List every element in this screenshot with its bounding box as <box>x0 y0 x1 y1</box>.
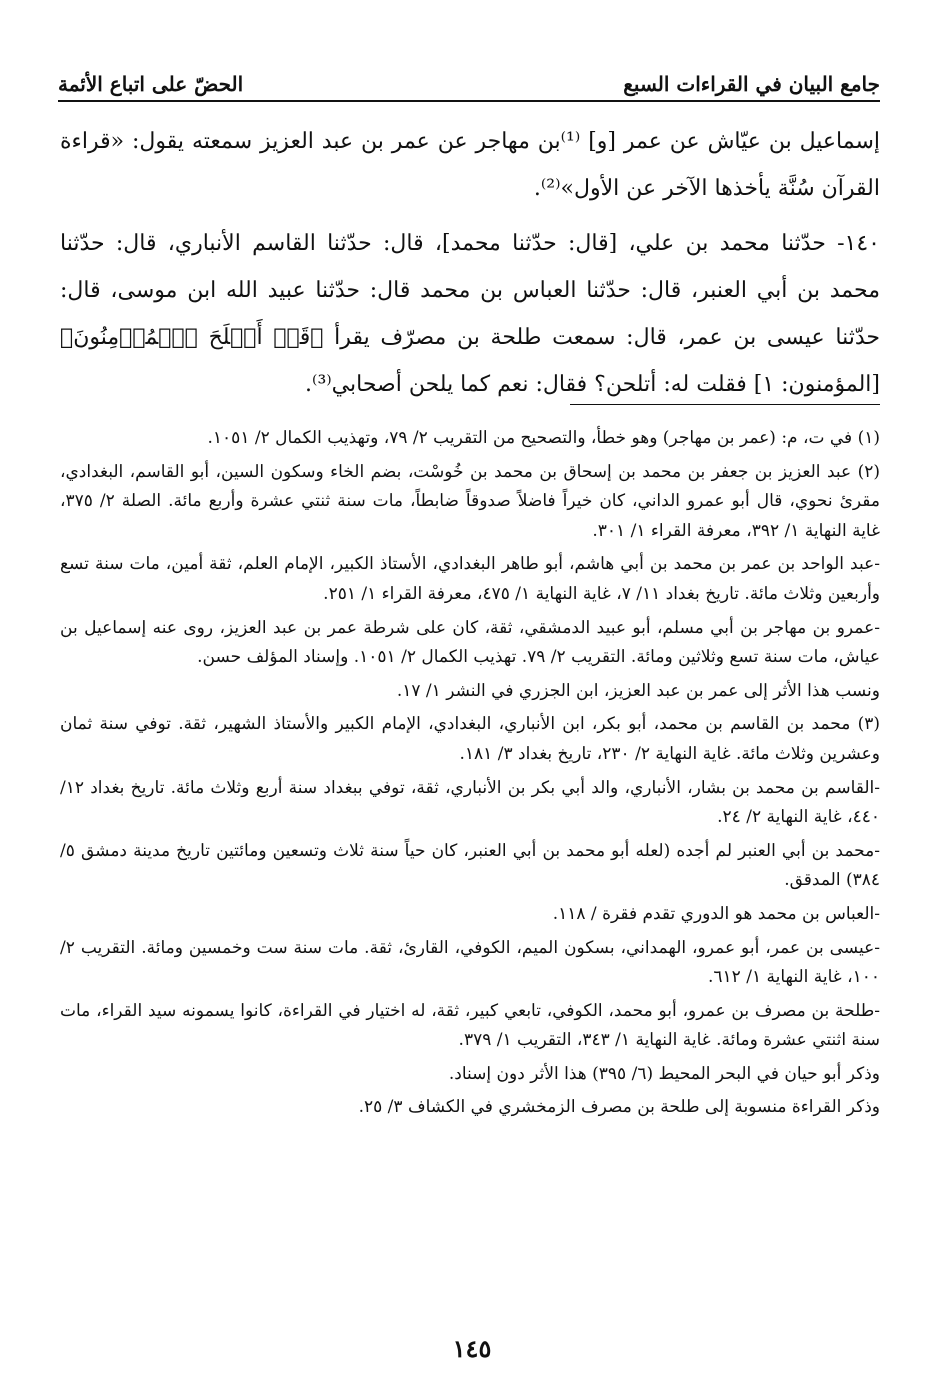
page-number: ١٤٥ <box>452 1334 492 1363</box>
header-book-title: جامع البيان في القراءات السبع <box>623 72 880 96</box>
footnote: (١) في ت، م: (عمر بن مهاجر) وهو خطأ، والتصحيح من التقريب ٢/ ٧٩، وتهذيب الكمال ٢/ ١٠٥١. <box>207 428 880 448</box>
footnote: -القاسم بن محمد بن بشار، الأنباري، والد أبي بكر بن الأنباري، ثقة، توفي ببغداد سنة أربع وثلاث مائة. تاريخ بغداد ١٢/ ٤٤٠، غاية النهاية ٢/ ٢٤. <box>60 777 880 828</box>
footnotes <box>60 424 880 1127</box>
footnote: وذكر أبو حيان في البحر المحيط (٦/ ٣٩٥) هذا الأثر دون إسناد. <box>448 1063 880 1084</box>
header-chapter-title: الحضّ على اتباع الأئمة <box>58 72 244 96</box>
footnote-separator <box>570 404 880 405</box>
footnote: -محمد بن أبي العنبر لم أجده (لعله أبو محمد بن أبي العنبر، كان حياً سنة ثلاث وتسعين ومائتين تاريخ مدينة دمشق ٥/ ٣٨٤) المدقق. <box>60 840 880 891</box>
main-paragraph: إسماعيل بن عيّاش عن عمر [و] ⁽¹⁾بن مهاجر عن عمر بن عبد العزيز سمعته يقول: «قراءة القرآن سُنَّة يأخذها الآخر عن الأول»⁽²⁾. <box>60 129 880 201</box>
footnote: -العباس بن محمد هو الدوري تقدم فقرة / ١١٨. <box>552 903 880 924</box>
running-header <box>58 60 880 102</box>
main-paragraph: ١٤٠- حدّثنا محمد بن علي، [قال: حدّثنا محمد]، قال: حدّثنا القاسم الأنباري، قال: حدّثنا محمد بن أبي العنبر، قال: حدّثنا العباس بن محمد قال: حدّثنا عبيد الله ابن موسى، قال: حدّثنا عيسى بن عمر، قال: سمعت طلحة بن مصرّف يقرأ ﴿قَدۡ أَفۡلَحَ ٱلۡمُؤۡمِنُونَ﴾ [المؤمنون: ١] فقلت له: أتلحن؟ فقال: نعم كما يلحن أصحابي⁽³⁾. <box>60 231 880 397</box>
footnote: وذكر القراءة منسوبة إلى طلحة بن مصرف الزمخشري في الكشاف ٣/ ٢٥. <box>358 1097 880 1118</box>
footnote: -طلحة بن مصرف بن عمرو، أبو محمد، الكوفي، تابعي كبير، ثقة، له اختيار في القراءة، كانوا يسمونه سيد القراء، مات سنة اثنتي عشرة ومائة. غاية النهاية ١/ ٣٤٣، التقريب ١/ ٣٧٩. <box>60 1000 880 1051</box>
footnote: (٣) محمد بن القاسم بن محمد، أبو بكر، ابن الأنباري، البغدادي، الإمام الكبير والأستاذ الشهير، ثقة. توفي سنة ثمان وعشرين وثلاث مائة. غاية النهاية ٢/ ٢٣٠، تاريخ بغداد ٣/ ١٨١. <box>60 714 880 764</box>
footnote: -عبد الواحد بن عمر بن محمد بن أبي هاشم، أبو طاهر البغدادي، الأستاذ الكبير، الإمام العلم، ثقة أمين، مات سنة تسع وأربعين وثلاث مائة. تاريخ بغداد ١١/ ٧، غاية النهاية ١/ ٤٧٥، معرفة القراء ١/ ٢٥١. <box>60 554 880 604</box>
footnote: -عيسى بن عمر، أبو عمرو، الهمداني، بسكون الميم، الكوفي، القارئ، ثقة. مات سنة ست وخمسين ومائة. التقريب ٢/ ١٠٠، غاية النهاية ١/ ٦١٢. <box>60 937 880 988</box>
footnote: ونسب هذا الأثر إلى عمر بن عبد العزيز، ابن الجزري في النشر ١/ ١٧. <box>396 680 880 701</box>
footnote: (٢) عبد العزيز بن جعفر بن محمد بن إسحاق بن محمد بن خُوسْت، بضم الخاء وسكون السين، أبو القاسم، البغدادي، مقرئ نحوي، قال أبو عمرو الداني، كان خيراً فاضلاً صدوقاً ضابطاً، مات سنة ثنتي عشرة وأربع مائة. الصلة ٢/ ٣٧٥، غاية النهاية ١/ ٣٩٢، معرفة القراء ١/ ٣٠١. <box>60 461 880 541</box>
main-text <box>60 118 880 408</box>
footnote: -عمرو بن مهاجر بن أبي مسلم، أبو عبيد الدمشقي، ثقة، كان على شرطة عمر بن عبد العزيز، روى عنه إسماعيل بن عياش، مات سنة تسع وثلاثين ومائة. التقريب ٢/ ٧٩. تهذيب الكمال ٢/ ١٠٥١. وإسناد المؤلف حسن. <box>60 617 880 668</box>
